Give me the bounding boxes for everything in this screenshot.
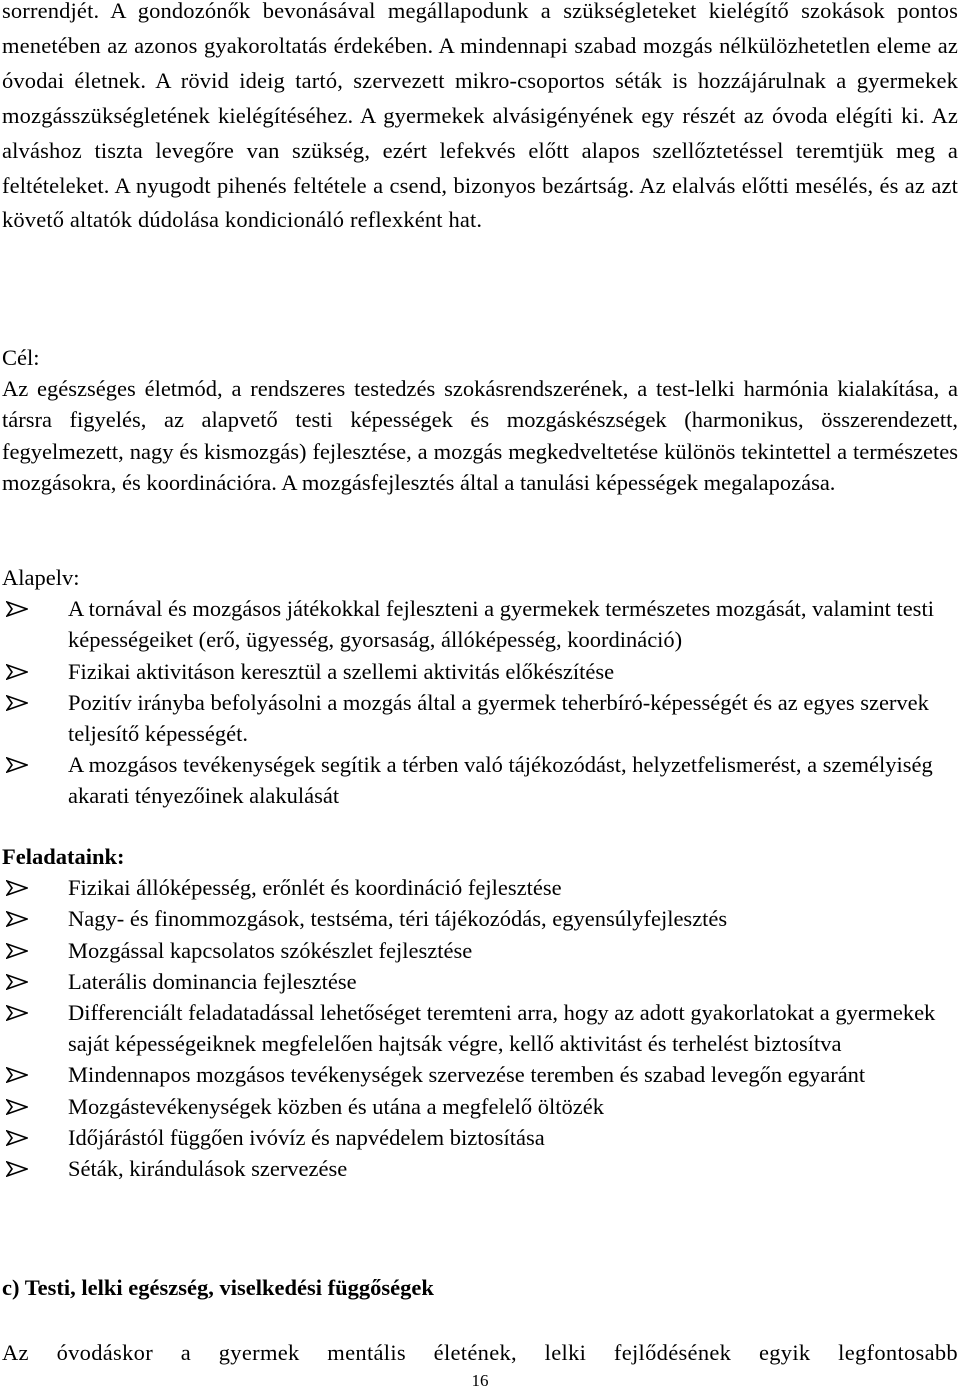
list-item	[2, 593, 958, 655]
list-item-text: Mindennapos mozgásos tevékenységek szervezése teremben és szabad levegőn egyaránt	[68, 1062, 866, 1088]
list-item-text: Differenciált feladatadással lehetőséget teremteni arra, hogy az adott gyakorlatokat a gyermekek saját képességeiknek megfelelően hajtsák végre, kellő aktivitást és terhelést biztosítva	[68, 1000, 936, 1057]
arrowhead-bullet-icon	[6, 1122, 32, 1153]
feladataink-heading: Feladataink:	[2, 844, 125, 869]
list-item	[2, 1122, 958, 1153]
alapelv-list	[2, 593, 958, 811]
arrowhead-bullet-icon	[6, 903, 32, 934]
arrowhead-bullet-icon	[6, 997, 32, 1028]
arrowhead-bullet-icon	[6, 656, 32, 687]
cel-section	[2, 342, 958, 498]
cel-paragraph: Az egészséges életmód, a rendszeres testedzés szokásrendszerének, a test-lelki harmónia kialakítása, a társra figyelés, az alapvető testi képességek és mozgáskészségek (harmonikus, összerendezett, fegyelmezett, nagy és kismozgás) fejlesztése, a mozgás megkedveltetése különös tekintettel a természetes mozgásokra, és koordinációra. A mozgásfejlesztés által a tanulási képességek megalapozása.	[2, 376, 958, 495]
list-item	[2, 1153, 958, 1184]
arrowhead-bullet-icon	[6, 935, 32, 966]
list-item	[2, 997, 958, 1059]
list-item	[2, 1059, 958, 1090]
list-item-text: Mozgással kapcsolatos szókészlet fejlesztése	[68, 937, 473, 963]
list-item	[2, 1091, 958, 1122]
feladataink-list	[2, 872, 958, 1184]
alapelv-heading: Alapelv:	[2, 565, 80, 590]
feladataink-section	[2, 841, 958, 1184]
arrowhead-bullet-icon	[6, 872, 32, 903]
intro-paragraph: sorrendjét. A gondozónők bevonásával megállapodunk a szükségleteket kielégítő szokások pontos menetében az azonos gyakoroltatás érdekében. A mindennapi szabad mozgás nélkülözhetetlen eleme az óvodai életnek. A rövid ideig tartó, szervezett mikro-csoportos séták is hozzájárulnak a gyermekek mozgásszükségletének kielégítéséhez. A gyermekek alvásigényének egy részét az óvoda elégíti ki. Az alváshoz tiszta levegőre van szükség, ezért lefekvés előtt alapos szellőztetéssel teremtjük meg a feltételeket. A nyugodt pihenés feltétele a csend, bizonyos bezártság. Az elalvás előtti mesélés, és az azt követő altatók dúdolása kondicionáló reflexként hat.	[2, 0, 958, 233]
list-item	[2, 966, 958, 997]
list-item-text: A mozgásos tevékenységek segítik a térben való tájékozódást, helyzetfelismerést, a személyiség akarati tényezőinek alakulását	[68, 752, 933, 809]
list-item	[2, 872, 958, 903]
list-item-text: Fizikai aktivitáson keresztül a szellemi aktivitás előkészítése	[68, 658, 615, 684]
list-item-text: Mozgástevékenységek közben és utána a megfelelő öltözék	[68, 1093, 605, 1119]
arrowhead-bullet-icon	[6, 1091, 32, 1122]
arrowhead-bullet-icon	[6, 593, 32, 624]
list-item	[2, 656, 958, 687]
list-item	[2, 935, 958, 966]
section-c-heading: c) Testi, lelki egészség, viselkedési függőségek	[2, 1275, 434, 1300]
arrowhead-bullet-icon	[6, 687, 32, 718]
list-item-text: Időjárástól függően ivóvíz és napvédelem biztosítása	[68, 1124, 545, 1150]
list-item-text: Pozitív irányba befolyásolni a mozgás által a gyermek teherbíró-képességét és az egyes szervek teljesítő képességét.	[68, 689, 929, 747]
list-item	[2, 687, 958, 749]
list-item-text: A tornával és mozgásos játékokkal fejleszteni a gyermekek természetes mozgását, valamint testi képességeiket (erő, ügyesség, gyorsaság, állóképesség, koordináció)	[68, 596, 934, 653]
closing-paragraph: Az óvodáskor a gyermek mentális életének, lelki fejlődésének egyik legfontosabb	[2, 1340, 958, 1365]
list-item-text: Fizikai állóképesség, erőnlét és koordináció fejlesztése	[68, 875, 562, 901]
list-item	[2, 749, 958, 811]
list-item	[2, 903, 958, 934]
cel-heading: Cél:	[2, 345, 40, 370]
section-c	[2, 1272, 958, 1303]
page-number: 16	[471, 1371, 489, 1390]
arrowhead-bullet-icon	[6, 1059, 32, 1090]
list-item-text: Laterális dominancia fejlesztése	[68, 968, 357, 994]
list-item-text: Nagy- és finommozgások, testséma, téri tájékozódás, egyensúlyfejlesztés	[68, 906, 728, 932]
arrowhead-bullet-icon	[6, 1153, 32, 1184]
arrowhead-bullet-icon	[6, 749, 32, 780]
list-item-text: Séták, kirándulások szervezése	[68, 1156, 348, 1182]
arrowhead-bullet-icon	[6, 966, 32, 997]
alapelv-section	[2, 562, 958, 812]
